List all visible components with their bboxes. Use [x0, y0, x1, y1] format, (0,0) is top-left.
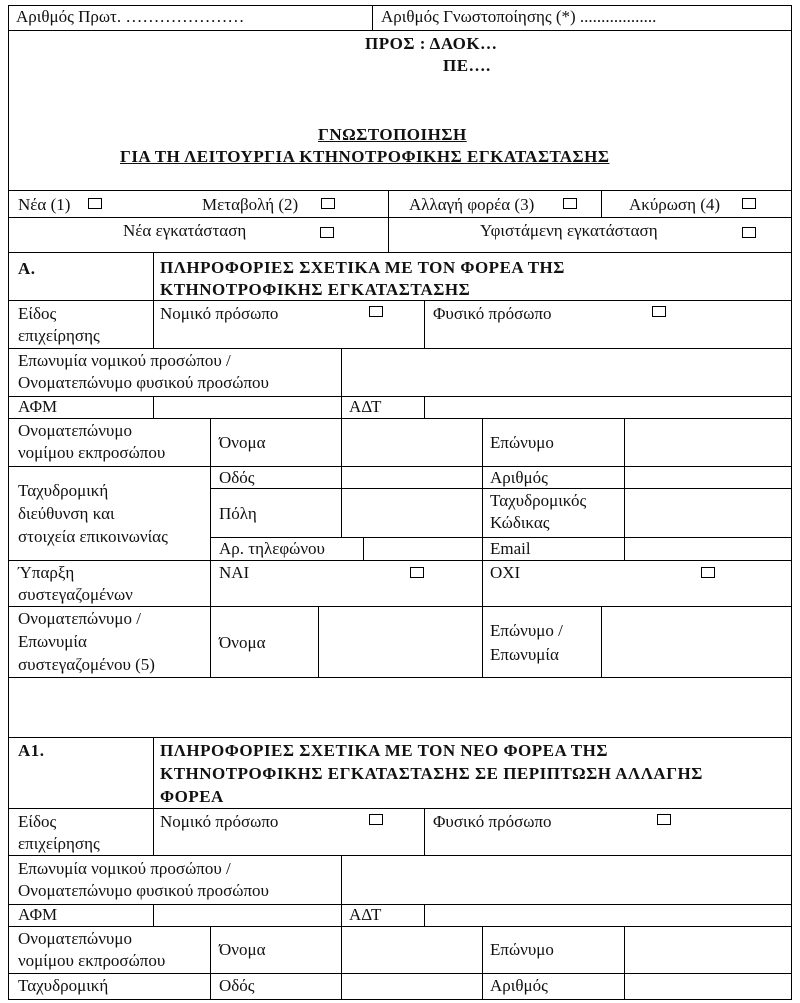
adt-label: ΑΔΤ [349, 397, 382, 416]
a1-representative-label: Ονοματεπώνυμο [18, 929, 132, 948]
divider [210, 606, 211, 677]
protocol-number-label[interactable]: Αριθμός Πρωτ. ………………… [16, 7, 245, 26]
divider [341, 396, 342, 418]
new-installation-checkbox[interactable] [320, 227, 334, 238]
divider [8, 252, 792, 253]
divider [8, 30, 792, 31]
a1-adt-field[interactable] [425, 905, 791, 925]
a1-business-type-label-2: επιχείρησης [18, 834, 100, 853]
a1-natural-person-checkbox[interactable] [657, 814, 671, 825]
cohoused-name-label-2: Επωνυμία [18, 632, 87, 651]
divider [482, 926, 483, 973]
divider [482, 973, 483, 1000]
email-field[interactable] [625, 538, 791, 559]
a1-adt-label: ΑΔΤ [349, 905, 382, 924]
type-cancel-label: Ακύρωση (4) [629, 195, 721, 214]
cohoused-first-name-field[interactable] [319, 607, 481, 676]
section-a-title-2: ΚΤΗΝΟΤΡΟΦΙΚΗΣ ΕΓΚΑΤΑΣΤΑΣΗΣ [160, 280, 471, 299]
divider [153, 737, 154, 808]
yes-label: ΝΑΙ [219, 563, 250, 582]
a1-entity-name-label: Επωνυμία νομικού προσώπου / [18, 859, 231, 878]
divider [210, 418, 211, 466]
pe-line: ΠΕ…. [443, 56, 491, 75]
street-label: Οδός [219, 468, 255, 487]
divider [210, 926, 211, 973]
divider [388, 217, 389, 252]
type-new-checkbox[interactable] [88, 198, 102, 209]
divider [8, 560, 792, 561]
phone-field[interactable] [364, 538, 481, 559]
divider [8, 737, 792, 738]
a1-legal-entity-label: Νομικό πρόσωπο [160, 812, 279, 831]
divider [482, 606, 483, 677]
divider [210, 973, 211, 1000]
a1-rep-first-name-label: Όνομα [219, 940, 266, 959]
a1-business-type-label: Είδος [18, 812, 57, 831]
type-change-label: Μεταβολή (2) [202, 195, 299, 214]
divider [153, 252, 154, 300]
cohoused-label-2: συστεγαζομένων [18, 585, 133, 604]
representative-label-2: νομίμου εκπροσώπου [18, 443, 166, 462]
a1-rep-first-name-field[interactable] [342, 927, 481, 972]
type-change-checkbox[interactable] [321, 198, 335, 209]
a1-entity-name-label-2: Ονοματεπώνυμο φυσικού προσώπου [18, 881, 269, 900]
section-a-code: Α. [18, 259, 36, 278]
a1-street-field[interactable] [342, 974, 481, 999]
entity-name-label-2: Ονοματεπώνυμο φυσικού προσώπου [18, 373, 269, 392]
divider [210, 560, 211, 606]
divider [8, 677, 792, 678]
no-label: ΟΧΙ [490, 563, 521, 582]
postal-code-field[interactable] [625, 489, 791, 536]
city-field[interactable] [342, 489, 481, 536]
cohoused-name-label-3: συστεγαζομένου (5) [18, 655, 155, 674]
section-a-title: ΠΛΗΡΟΦΟΡΙΕΣ ΣΧΕΤΙΚΑ ΜΕ ΤΟΝ ΦΟΡΕΑ ΤΗΣ [160, 258, 565, 277]
divider [210, 466, 211, 560]
type-cancel-checkbox[interactable] [742, 198, 756, 209]
a1-afm-field[interactable] [154, 905, 340, 925]
section-a1-code: Α1. [18, 741, 45, 760]
business-type-label: Είδος [18, 304, 57, 323]
afm-label: ΑΦΜ [18, 397, 58, 416]
a1-afm-label: ΑΦΜ [18, 905, 58, 924]
a1-rep-last-name-field[interactable] [625, 927, 791, 972]
a1-number-field[interactable] [625, 974, 791, 999]
type-operator-change-label: Αλλαγή φορέα (3) [409, 195, 535, 214]
no-checkbox[interactable] [701, 567, 715, 578]
cohoused-name-label: Ονοματεπώνυμο / [18, 609, 141, 628]
representative-label: Ονοματεπώνυμο [18, 421, 132, 440]
legal-entity-checkbox[interactable] [369, 306, 383, 317]
number-label: Αριθμός [490, 468, 548, 487]
a1-rep-last-name-label: Επώνυμο [490, 940, 554, 959]
section-a1-title: ΠΛΗΡΟΦΟΡΙΕΣ ΣΧΕΤΙΚΑ ΜΕ ΤΟΝ ΝΕΟ ΦΟΡΕΑ ΤΗΣ [160, 741, 608, 760]
divider [388, 190, 389, 217]
type-new-label: Νέα (1) [18, 195, 71, 214]
address-label-2: διεύθυνση και [18, 504, 115, 523]
city-label: Πόλη [219, 504, 257, 523]
existing-installation-checkbox[interactable] [742, 227, 756, 238]
cohoused-last-name-label-2: Επωνυμία [490, 645, 559, 664]
divider [8, 190, 792, 191]
divider [153, 300, 154, 348]
divider [482, 418, 483, 466]
afm-field[interactable] [154, 397, 340, 417]
new-installation-label: Νέα εγκατάσταση [123, 221, 247, 240]
a1-number-label: Αριθμός [490, 976, 548, 995]
business-type-label-2: επιχείρησης [18, 326, 100, 345]
to-line: ΠΡΟΣ : ΔΑΟΚ… [365, 34, 498, 53]
natural-person-checkbox[interactable] [652, 306, 666, 317]
type-operator-change-checkbox[interactable] [563, 198, 577, 209]
a1-representative-label-2: νομίμου εκπροσώπου [18, 951, 166, 970]
entity-name-field[interactable] [342, 349, 791, 395]
adt-field[interactable] [425, 397, 791, 417]
email-label: Email [490, 539, 531, 558]
rep-last-name-field[interactable] [625, 419, 791, 465]
divider [372, 5, 373, 30]
natural-person-label: Φυσικό πρόσωπο [433, 304, 552, 323]
divider [8, 808, 792, 809]
number-field[interactable] [625, 467, 791, 487]
divider [341, 904, 342, 926]
divider [424, 808, 425, 855]
postal-code-label-2: Κώδικας [490, 513, 550, 532]
rep-last-name-label: Επώνυμο [490, 433, 554, 452]
postal-code-label: Ταχυδρομικός [490, 491, 587, 510]
rep-first-name-field[interactable] [342, 419, 481, 465]
section-a1-title-2: ΚΤΗΝΟΤΡΟΦΙΚΗΣ ΕΓΚΑΤΑΣΤΑΣΗΣ ΣΕ ΠΕΡΙΠΤΩΣΗ ΑΛΛΑΓΗΣ [160, 764, 703, 783]
existing-installation-label: Υφιστάμενη εγκατάσταση [480, 221, 658, 240]
cohoused-label: Ύπαρξη [18, 563, 75, 582]
divider [153, 808, 154, 855]
page-subtitle: ΓΙΑ ΤΗ ΛΕΙΤΟΥΡΓΙΑ ΚΤΗΝΟΤΡΟΦΙΚΗΣ ΕΓΚΑΤΑΣΤΑΣΗΣ [120, 147, 610, 166]
yes-checkbox[interactable] [410, 567, 424, 578]
cohoused-first-name-label: Όνομα [219, 633, 266, 652]
notification-number-label[interactable]: Αριθμός Γνωστοποίησης (*) .................. [381, 7, 657, 26]
divider [482, 466, 483, 560]
entity-name-label: Επωνυμία νομικού προσώπου / [18, 351, 231, 370]
phone-label: Αρ. τηλεφώνου [219, 539, 325, 558]
address-label-3: στοιχεία επικοινωνίας [18, 527, 168, 546]
divider [601, 190, 602, 217]
a1-address-label: Ταχυδρομική [18, 976, 109, 995]
cohoused-last-name-label: Επώνυμο / [490, 621, 563, 640]
street-field[interactable] [342, 467, 481, 487]
a1-entity-name-field[interactable] [342, 856, 791, 903]
divider [424, 300, 425, 348]
rep-first-name-label: Όνομα [219, 433, 266, 452]
page-title: ΓΝΩΣΤΟΠΟΙΗΣΗ [318, 125, 467, 144]
a1-natural-person-label: Φυσικό πρόσωπο [433, 812, 552, 831]
address-label: Ταχυδρομική [18, 481, 109, 500]
section-a1-title-3: ΦΟΡΕΑ [160, 787, 224, 806]
a1-legal-entity-checkbox[interactable] [369, 814, 383, 825]
divider [482, 560, 483, 606]
a1-street-label: Οδός [219, 976, 255, 995]
legal-entity-label: Νομικό πρόσωπο [160, 304, 279, 323]
divider [8, 217, 792, 218]
cohoused-last-name-field[interactable] [602, 607, 791, 676]
